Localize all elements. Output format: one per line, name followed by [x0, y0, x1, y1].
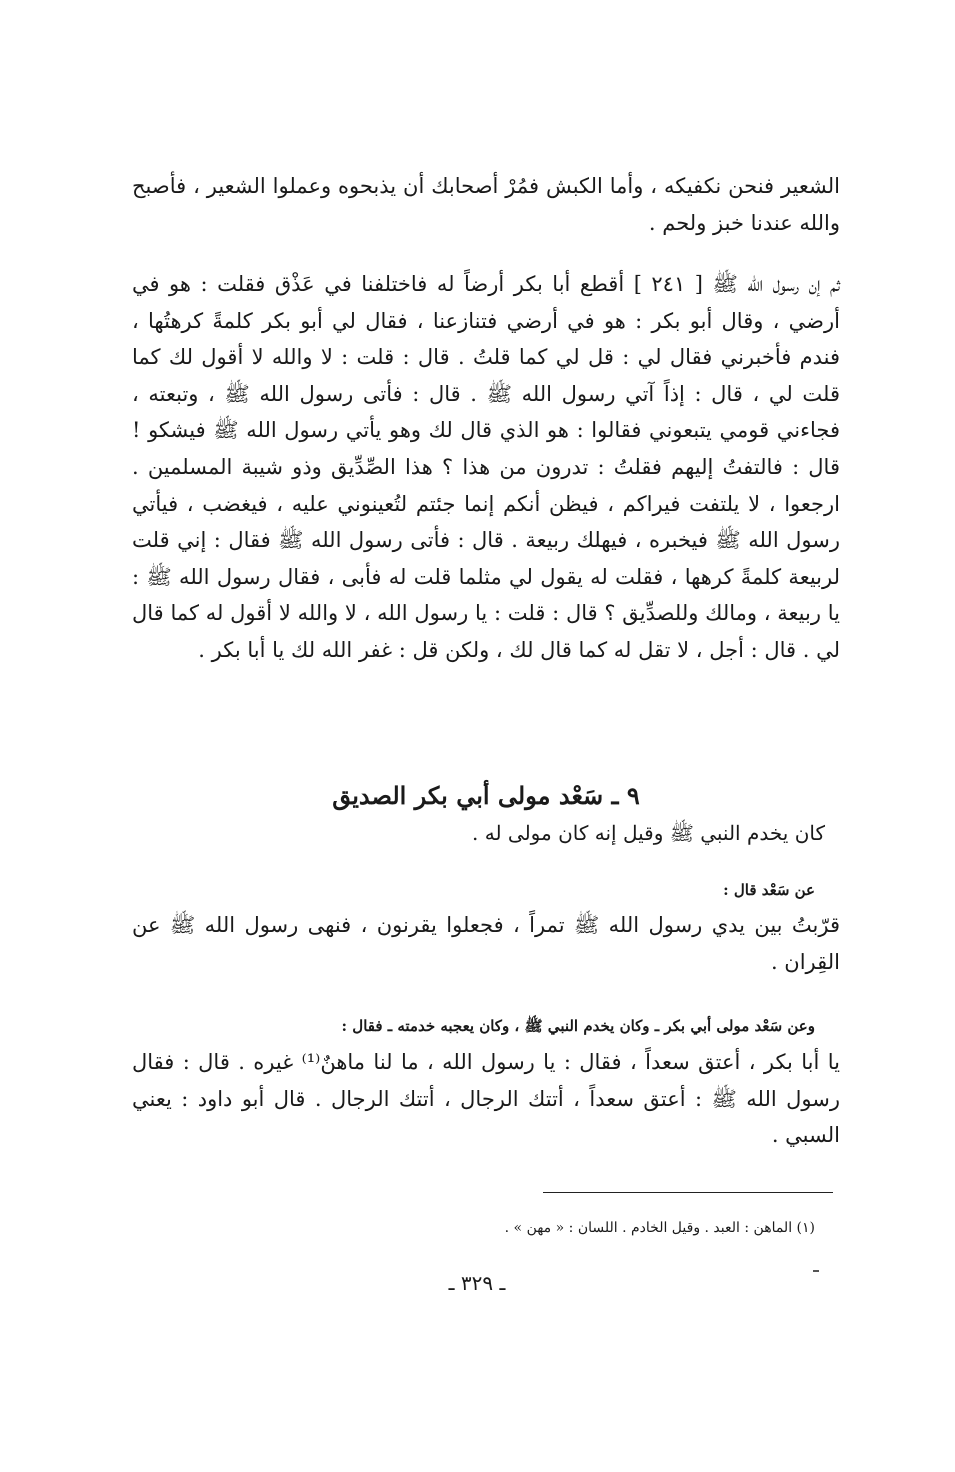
- page-number: ـ ٣٢٩ ـ: [448, 1271, 506, 1295]
- paragraph-2: ثم إن رسول الله ﷺ [ ٢٤١ ] أقطع أبا بكر أرضاً له فاختلفنا في عَذْق فقلت : هو في أرضي ، وقال أبو بكر : هو في أرضي فتنازعنا ، فقال لي أبو بكر كلمةً كرهتُها ، فندم فأخبرني فقال لي : قل لي كما قلتُ . قال : قلت : لا والله لا أقول لك كما قلت لي ، قال : إذاً آتي رسول الله ﷺ . قال : فأتى رسول الله ﷺ ، وتبعته ، فجاءني قومي يتبعوني فقالوا : هو الذي قال لك وهو يأتي رسول الله ﷺ فيشكو ! قال : فالتفتُ إليهم فقلتُ : تدرون من هذا ؟ هذا الصِّدِّيق وذو شيبة المسلمين . ارجعوا ، لا يلتفت فيراكم ، فيظن أنكم إنما جئتم لتُعينوني عليه ، فيغضب ، فيأتي رسول الله ﷺ فيخبره ، فيهلك ربيعة . قال : فأتى رسول الله ﷺ فقال : إني قلت لربيعة كلمةً كرهها ، فقلت له يقول لي مثلما قلت له فأبى ، فقال رسول الله ﷺ : يا ربيعة ، ومالك وللصدِّيق ؟ قال : قلت : يا رسول الله ، لا والله لا أقول له كما قال لي . قال : أجل ، لا تقل له كما قال لك ، ولكن قل : غفر الله لك يا أبا بكر .: [132, 272, 840, 662]
- footnote-divider: [543, 1192, 833, 1193]
- paragraph-4: يا أبا بكر ، أعتق سعداً ، فقال : يا رسول الله ، ما لنا ماهنٌ⁽¹⁾ غيره . قال : فقال رسول الله ﷺ : أعتق سعداً ، أتتك الرجال ، أتتك الرجال . قال أبو داود : يعني السبي .: [132, 1050, 840, 1148]
- scan-mark: [813, 1270, 819, 1272]
- paragraph-3: قرّبتُ بين يدي رسول الله ﷺ تمراً ، فجعلوا يقرنون ، فنهى رسول الله ﷺ عن القِران .: [132, 913, 840, 974]
- footnote: (١) الماهن : العبد . وقيل الخادم . اللسان : « مهن » .: [504, 1220, 815, 1236]
- hadith-intro-1: عن سَعْد قال :: [723, 881, 815, 899]
- paragraph-1: الشعير فنحن نكفيكه ، وأما الكبش فمُرْ أصحابك أن يذبحوه وعملوا الشعير ، فأصبح والله عندنا خبز ولحم .: [132, 174, 840, 235]
- hadith-intro-2: وعن سَعْد مولى أبي بكر ـ وكان يخدم النبي ﷺ ، وكان يعجبه خدمته ـ فقال :: [341, 1017, 815, 1035]
- section-subtitle: كان يخدم النبي ﷺ وقيل إنه كان مولى له .: [472, 821, 825, 845]
- section-title: ٩ ـ سَعْد مولى أبي بكر الصديق: [332, 781, 640, 810]
